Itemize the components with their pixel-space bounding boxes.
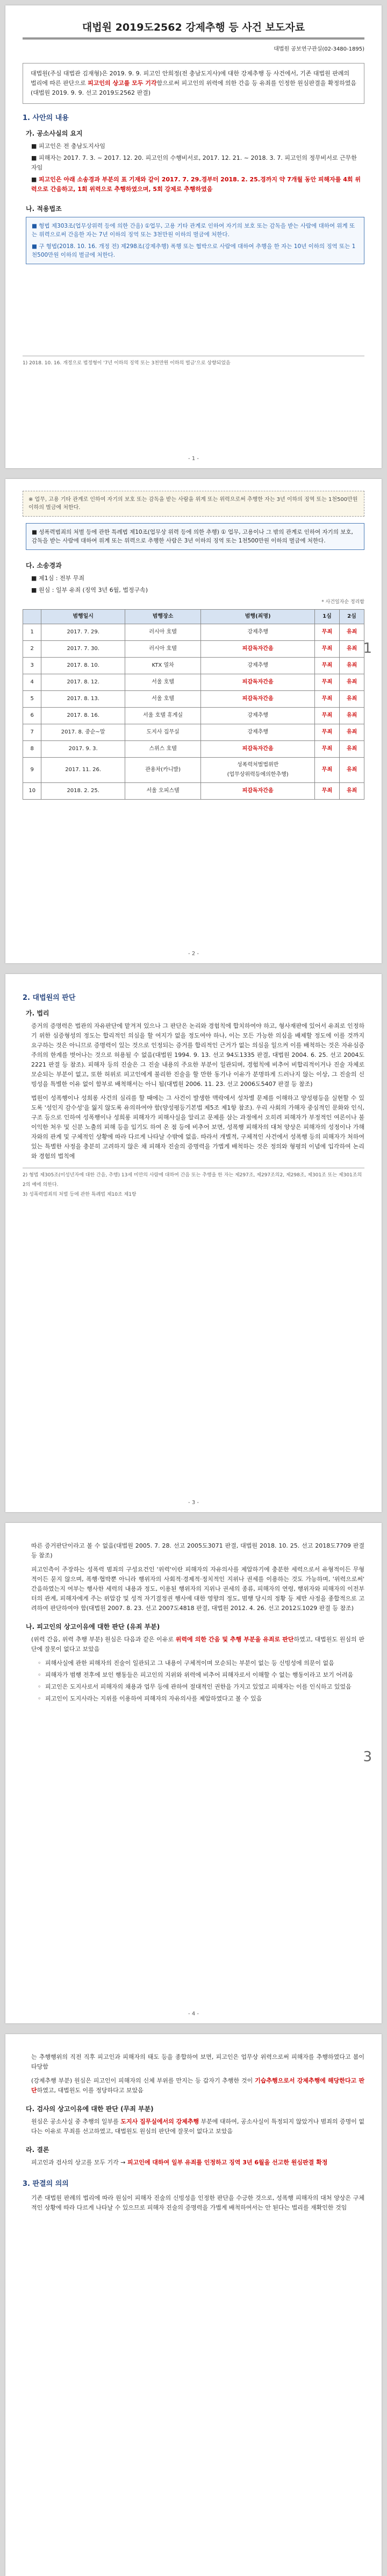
table-row xyxy=(23,724,364,741)
table-cell: 무죄 xyxy=(314,724,339,741)
continued-paragraph: 따른 증거판단이라고 볼 수 없음(대법원 2005. 7. 28. 선고 2005도3071 판결, 대법원 2018. 10. 25. 선고 2018도7709 판결 등 참조) xyxy=(31,1542,364,1559)
table-cell: 무죄 xyxy=(314,641,339,658)
judgment-intro: (위력 간음, 위력 추행 부분) 원심은 다음과 같은 이유로 위력에 의한 간음 및 추행 부분을 유죄로 판단하였고, 대법원도 원심의 판단에 잘못이 없다고 보았음 xyxy=(31,1636,365,1653)
table-cell: 유죄 xyxy=(339,758,364,783)
table-cell: 강제추행 xyxy=(201,624,315,641)
page-number: - 1 - xyxy=(188,456,199,462)
table-cell: 2017. 9. 3. xyxy=(41,741,125,758)
section-1b-heading: 나. 적용법조 xyxy=(26,205,62,213)
table-cell: 강제추행 xyxy=(201,708,315,724)
table-cell: 무죄 xyxy=(314,624,339,641)
table-cell: 서울 오피스텔 xyxy=(125,783,201,800)
table-cell: 피감독자간음 xyxy=(201,691,315,708)
table-cell: 강제추행 xyxy=(201,658,315,674)
force-definition-paragraph: 피고인측이 주장하는 성폭력 범죄의 구성요건인 '위력'이란 피해자의 자유의사를 제압하기에 충분한 세력으로서 유형적이든 무형적이든 묻지 않으며, 폭행·협박뿐 아니라 행위자의 사회적·경제적·정치적인 지위나 권세를 이용하는 것도 가능하며, '위력으로써' 간음하였는지 여부는 행사한 세력의 내용과 정도, 이용된 행위자의 지위나 권세의 종류, 피해자의 연령, 행위자와 피해자의 이전부터의 관계, 피해자에게 주는 위압감 및 성적 자기결정권 행사에 대한 영향의 정도, 범행 당시의 정황 등 제반 사정을 종합적으로 고려하여 판단하여야 함(대법원 2007. 8. 23. 선고 2007도4818 판결, 대법원 2012. 4. 26. 선고 2012도1029 판결 등 참조) xyxy=(31,1566,364,1612)
fact-item: ■ 피고인은 아래 소송경과 부분의 표 기재와 같이 2017. 7. 29.경부터 2018. 2. 25.경까지 약 7개월 동안 피해자를 4회 위력으로 간음하고, 1회 위력으로 추행하였으며, 5회 강제로 추행하였음 xyxy=(31,176,361,193)
summary-highlight: 피고인의 상고를 모두 기각 xyxy=(88,80,157,87)
table-cell: 2017. 8. 10. xyxy=(41,658,125,674)
table-cell: 6 xyxy=(23,708,41,724)
table-cell: 3 xyxy=(23,658,41,674)
page-5 xyxy=(5,2034,382,2576)
law-box-2: ■ 성폭력범죄의 처벌 등에 관한 특례법 제10조(업무상 위력 등에 의한 추행) ① 업무, 고용이나 그 밖의 관계로 인하여 자기의 보호, 감독을 받는 사람에 대하여 위계 또는 위력으로 추행한 사람은 3년 이하의 징역 또는 1천500만원 이하의 벌금에 처한다. xyxy=(26,523,364,550)
table-cell: 관용차(카니발) xyxy=(125,758,201,783)
table-cell: 유죄 xyxy=(339,624,364,641)
table-cell: 무죄 xyxy=(314,691,339,708)
page-number: - 4 - xyxy=(188,2011,199,2017)
table-cell: 9 xyxy=(23,758,41,783)
significance-paragraph: 기존 대법원 판례의 법리에 따라 원심이 피해자 진술의 신빙성을 인정한 판단을 수긍한 것으로, 성폭행 피해자의 대처 양상은 구체적인 상황에 따라 다르게 나타날 수 있으므로 피해자 진술의 증명력을 가볍게 배척하여서는 안 된다는 법리를 재확인한 것임 xyxy=(31,2194,364,2211)
legal-principle-paragraph: 법원이 성폭행이나 성희롱 사건의 심리를 할 때에는 그 사건이 발생한 맥락에서 성차별 문제를 이해하고 양성평등을 실현할 수 있도록 '성인지 감수성'을 잃지 않도록 유의하여야 함(양성평등기본법 제5조 제1항 참조). 우리 사회의 가해자 중심적인 문화와 인식, 구조 등으로 인하여 성폭행이나 성희롱 피해자가 피해사실을 알리고 문제를 삼는 과정에서 오히려 피해자가 부정적인 여론이나 불이익한 처우 및 신분 노출의 피해 등을 입기도 하여 온 점 등에 비추어 보면, 성폭행 피해자의 대처 양상은 피해자의 성정이나 가해자와의 관계 및 구체적인 상황에 따라 다르게 나타날 수밖에 없음. 따라서 개별적, 구체적인 사건에서 성폭행 등의 피해자가 처하여 있는 특별한 사정을 충분히 고려하지 않은 채 피해자 진술의 증명력을 가볍게 배척하는 것은 정의와 형평의 이념에 입각하여 논리와 경험의 법칙에 xyxy=(31,1095,364,1160)
table-cell: 무죄 xyxy=(314,674,339,691)
table-row xyxy=(23,658,364,674)
continued-paragraph: 는 추행행위의 직전 직후 피고인과 피해자의 태도 등을 종합하여 보면, 피고인은 업무상 위력으로써 피해자를 추행하였다고 봄이 타당함 xyxy=(31,2053,364,2070)
table-cell: 무죄 xyxy=(314,658,339,674)
table-row xyxy=(23,691,364,708)
fact-item: ■ 피고인은 전 충남도지사임 xyxy=(31,143,105,150)
table-cell: 유죄 xyxy=(339,674,364,691)
table-cell: 유죄 xyxy=(339,658,364,674)
incident-table xyxy=(23,609,364,800)
reason-item: ◦ 피고인은 도지사로서 피해자의 채용과 업무 등에 관하여 절대적인 권한을 가지고 있었고 피해자는 이를 인식하고 있었음 xyxy=(38,1683,352,1690)
table-cell: 10 xyxy=(23,783,41,800)
prosecution-appeal-paragraph: 원심은 공소사실 중 추행의 일부를 도지사 집무실에서의 강제추행 부분에 대하여, 공소사실이 특정되지 않았거나 범죄의 증명이 없다는 이유로 무죄를 선고하였고, 대법원도 원심의 판단에 잘못이 없다고 보았음 xyxy=(31,2118,365,2135)
table-row xyxy=(23,783,364,800)
table-cell: 2017. 8. 13. xyxy=(41,691,125,708)
table-cell: 무죄 xyxy=(314,758,339,783)
table-cell: 유죄 xyxy=(339,691,364,708)
section-2a-heading: 가. 법리 xyxy=(26,1010,49,1017)
table-header-cell: 범행(죄명) xyxy=(201,610,315,624)
table-cell: 2 xyxy=(23,641,41,658)
footnotes: 2) 형법 제305조(미성년자에 대한 간음, 추행) 13세 미만의 사람에 대하여 간음 또는 추행을 한 자는 제297조, 제297조의2, 제298조, 제301조 또는 제301조의2의 예에 의한다. 3) 성폭력범죄의 처벌 등에 관한 특례법 제10조 제1항 xyxy=(23,1168,364,1199)
progress-item: ■ 원심 : 일부 유죄 (징역 3년 6월, 법정구속) xyxy=(31,587,148,594)
section-1-heading: 1. 사안의 내용 xyxy=(23,114,69,122)
table-cell: 유죄 xyxy=(339,641,364,658)
table-row xyxy=(23,674,364,691)
table-cell: 2017. 8. 12. xyxy=(41,674,125,691)
press-source: 대법원 공보연구관실(02-3480-1895) xyxy=(274,46,364,52)
section-2c-heading: 다. 검사의 상고이유에 대한 판단 (무죄 부분) xyxy=(26,2105,154,2113)
table-cell: 2017. 7. 29. xyxy=(41,624,125,641)
reason-item: ◦ 피해사실에 관한 피해자의 진술이 일관되고 그 내용이 구체적이며 모순되는 부분이 없는 등 신빙성에 의문이 없음 xyxy=(38,1660,334,1667)
table-cell: 유죄 xyxy=(339,783,364,800)
page-1 xyxy=(5,5,382,468)
table-cell: 5 xyxy=(23,691,41,708)
section-1c-heading: 다. 소송경과 xyxy=(26,562,62,569)
table-cell: 4 xyxy=(23,674,41,691)
table-cell: KTX 열차 xyxy=(125,658,201,674)
table-header-cell: 범행장소 xyxy=(125,610,201,624)
table-cell: 2017. 7. 30. xyxy=(41,641,125,658)
table-cell: 8 xyxy=(23,741,41,758)
table-cell: 서울 호텔 xyxy=(125,691,201,708)
table-cell: 피감독자간음 xyxy=(201,641,315,658)
indecent-assault-paragraph: (강제추행 부분) 원심은 피고인이 피해자의 신체 부위를 만지는 등 갑자기 추행한 것이 기습추행으로서 강제추행에 해당한다고 판단하였고, 대법원도 이를 정당하다고 보았음 xyxy=(31,2077,364,2094)
table-header-cell: 1심 xyxy=(314,610,339,624)
footnote: 1) 2018. 10. 16. 개정으로 법정형이 '7년 이하의 징역 또는 3천만원 이하의 벌금'으로 상향되었음 xyxy=(23,356,364,368)
table-note: * 사건일자순 정리함 xyxy=(321,599,364,605)
table-row xyxy=(23,741,364,758)
table-cell: 7 xyxy=(23,724,41,741)
page-number: - 2 - xyxy=(188,951,199,957)
table-cell: 러시아 호텔 xyxy=(125,624,201,641)
reason-item: ◦ 피고인이 도지사라는 지위를 이용하여 피해자의 자유의사를 제압하였다고 볼 수 있음 xyxy=(38,1695,262,1702)
legal-principle-paragraph: 증거의 증명력은 법관의 자유판단에 맡겨져 있으나 그 판단은 논리와 경험칙에 합치하여야 하고, 형사재판에 있어서 유죄로 인정하기 위한 심증형성의 정도는 합리적인 의심을 할 여지가 없을 정도여야 하나, 이는 모든 가능한 의심을 배제할 정도에 이를 것까지 요구하는 것은 아니므로 증명력이 있는 것으로 인정되는 증거를 합리적인 근거가 없는 의심을 일으켜 이를 배척하는 것은 자유심증주의의 한계를 벗어나는 것으로 허용될 수 없음(대법원 1994. 9. 13. 선고 94도1335 판결, 대법원 2004. 6. 25. 선고 2004도2221 판결 등 참조). 피해자 등의 진술은 그 진술 내용의 주요한 부분이 일관되며, 경험칙에 비추어 비합리적이거나 진술 자체로 모순되는 부분이 없고, 또한 허위로 피고인에게 불리한 진술을 할 만한 동기나 이유가 분명하게 드러나지 않는 이상, 그 진술의 신빙성을 특별한 이유 없이 함부로 배척해서는 아니 됨(대법원 2006. 11. 23. 선고 2006도5407 판결 등 참조) xyxy=(31,1022,364,1088)
table-cell: 강제추행 xyxy=(201,724,315,741)
table-cell: 2018. 2. 25. xyxy=(41,783,125,800)
table-cell: 피감독자간음 xyxy=(201,741,315,758)
table-cell: 유죄 xyxy=(339,708,364,724)
page-4 xyxy=(5,1523,382,2023)
table-row xyxy=(23,758,364,783)
table-cell: 유죄 xyxy=(339,741,364,758)
table-cell: 2017. 11. 26. xyxy=(41,758,125,783)
section-2d-heading: 라. 결론 xyxy=(26,2146,49,2154)
table-cell: 도지사 집무실 xyxy=(125,724,201,741)
table-cell: 유죄 xyxy=(339,724,364,741)
table-cell: 2017. 8. 16. xyxy=(41,708,125,724)
table-header-cell: 범행일시 xyxy=(41,610,125,624)
conclusion-paragraph: 피고인과 검사의 상고를 모두 기각 → 피고인에 대하여 일부 유죄를 인정하고 징역 3년 6월을 선고한 원심판결 확정 xyxy=(31,2159,328,2166)
table-cell: 러시아 호텔 xyxy=(125,641,201,658)
table-cell: 1 xyxy=(23,624,41,641)
section-2b-heading: 나. 피고인의 상고이유에 대한 판단 (유죄 부분) xyxy=(26,1623,160,1631)
table-cell: 서울 호텔 xyxy=(125,674,201,691)
table-cell: 2017. 8. 중순~말 xyxy=(41,724,125,741)
table-cell: 피감독자간음 xyxy=(201,783,315,800)
page-marker: 1 xyxy=(363,640,372,657)
table-row xyxy=(23,708,364,724)
table-cell: 서울 호텔 휴게실 xyxy=(125,708,201,724)
progress-item: ■ 제1심 : 전부 무죄 xyxy=(31,575,84,582)
section-1a-heading: 가. 공소사실의 요지 xyxy=(26,130,83,137)
law-box: ■ 형법 제303조(업무상위력 등에 의한 간음) ①업무, 고용 기타 관계로 인하여 자기의 보호 또는 감독을 받는 사람에 대하여 위계 또는 위력으로써 간음한 자는 7년 이하의 징역 또는 3천만원 이하의 벌금에 처한다. ■ 구 형법(2018. 10. 16. 개정 전) 제298조(강제추행) 폭행 또는 협박으로 사람에 대하여 추행을 한 자는 10년 이하의 징역 또는 1천500만원 이하의 벌금에 처한다. xyxy=(26,217,364,264)
page-marker: 3 xyxy=(363,1749,372,1765)
page-2 xyxy=(5,479,382,963)
summary-box: 대법원(주심 대법관 김재형)은 2019. 9. 9. 피고인 안희정(전 충남도지사)에 대한 강제추행 등 사건에서, 기존 대법원 판례의 법리에 따른 판단으로 피고인의 상고를 모두 기각함으로써 피고인의 위력에 의한 간음 등 유죄를 인정한 원심판결을 확정하였음(대법원 2019. 9. 9. 선고 2019도2562 판결) xyxy=(23,63,364,104)
fact-item: ■ 피해자는 2017. 7. 3. ~ 2017. 12. 20. 피고인의 수행비서로, 2017. 12. 21. ~ 2018. 3. 7. 피고인의 정무비서로 근무한 자임 xyxy=(31,154,357,171)
table-cell: 무죄 xyxy=(314,783,339,800)
table-cell: 무죄 xyxy=(314,708,339,724)
page-3 xyxy=(5,974,382,1512)
page-number: - 3 - xyxy=(188,1500,199,1506)
table-row xyxy=(23,624,364,641)
document-title: 대법원 2019도2562 강제추행 등 사건 보도자료 xyxy=(23,17,364,39)
table-cell: 무죄 xyxy=(314,741,339,758)
table-cell: 피감독자간음 xyxy=(201,674,315,691)
table-header-cell xyxy=(23,610,41,624)
section-3-heading: 3. 판결의 의의 xyxy=(23,2180,69,2188)
section-2-heading: 2. 대법원의 판단 xyxy=(23,994,76,1002)
table-cell: 스위스 호텔 xyxy=(125,741,201,758)
table-row xyxy=(23,641,364,658)
table-cell: 성폭력처벌법위반 (업무상위력등에의한추행) xyxy=(201,758,315,783)
reason-item: ◦ 피해자가 범행 전후에 보인 행동들은 피고인의 지위와 위력에 비추어 피해자로서 이해할 수 없는 행동이라고 보기 어려움 xyxy=(38,1671,354,1678)
law-note-box: ※ 업무, 고용 기타 관계로 인하여 자기의 보호 또는 감독을 받는 사람을 위계 또는 위력으로써 추행한 자는 3년 이하의 징역 또는 1천500만원 이하의 벌금에 처한다. xyxy=(23,491,364,517)
table-header-cell: 2심 xyxy=(339,610,364,624)
